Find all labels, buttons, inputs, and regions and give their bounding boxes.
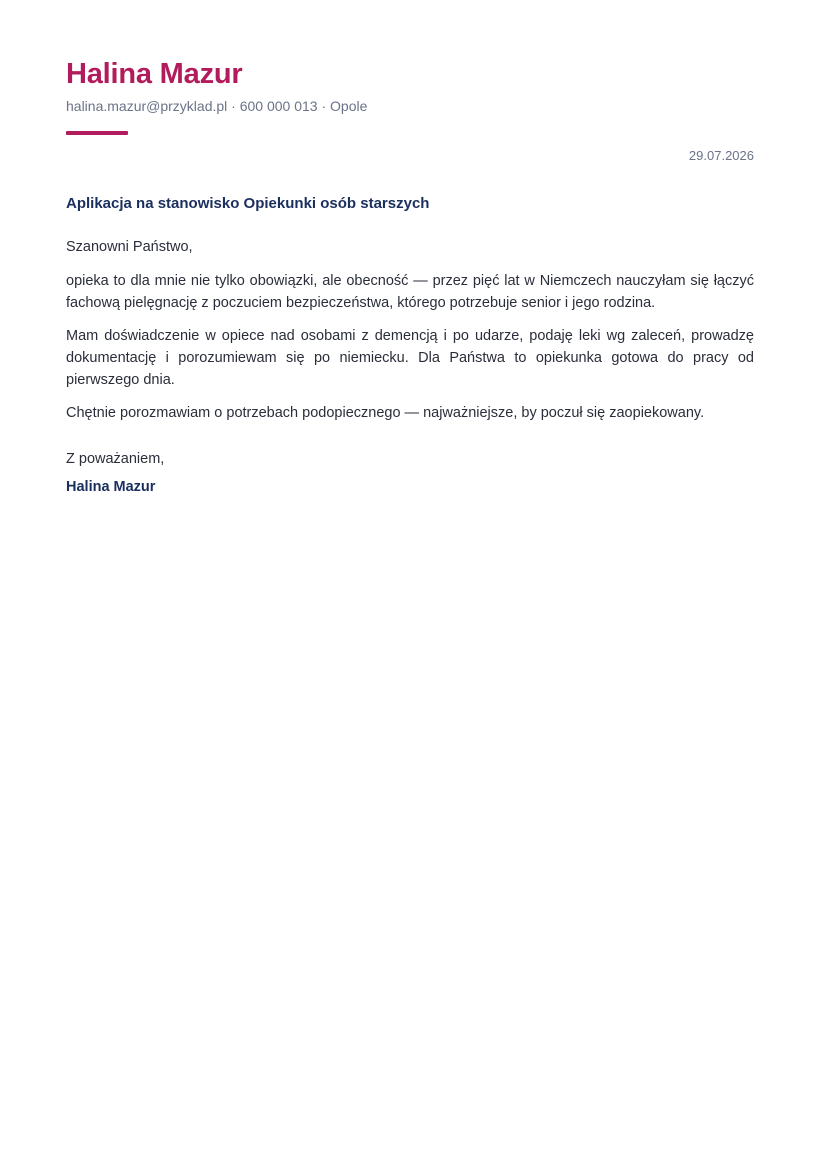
salutation: Szanowni Państwo, xyxy=(66,239,193,255)
contact-line: halina.mazur@przyklad.pl · 600 000 013 · Opole xyxy=(66,98,368,114)
body-paragraph: Chętnie porozmawiam o potrzebach podopiecznego — najważniejsze, by poczuł się zaopiekowany. xyxy=(66,405,705,421)
body-paragraph: opieka to dla mnie nie tylko obowiązki, ale obecność — przez pięć lat w Niemczech nauczyłam się łączyć fachową pielęgnację z poczuciem bezpieczeństwa, którego potrzebuje senior i jego rodzina. xyxy=(66,273,754,311)
letter-subject: Aplikacja na stanowisko Opiekunki osób starszych xyxy=(66,195,430,212)
accent-divider xyxy=(66,131,128,135)
applicant-name: Halina Mazur xyxy=(66,58,243,90)
letter-date: 29.07.2026 xyxy=(688,148,754,163)
signature-name: Halina Mazur xyxy=(66,479,156,495)
closing-phrase: Z poważaniem, xyxy=(66,451,165,467)
letter-body xyxy=(66,236,754,435)
body-paragraph: Mam doświadczenie w opiece nad osobami z demencją i po udarze, podaję leki wg zaleceń, prowadzę dokumentację i porozumiewam się po niemiecku. Dla Państwa to opiekunka gotowa do pracy od pierwszego dnia. xyxy=(66,328,754,388)
